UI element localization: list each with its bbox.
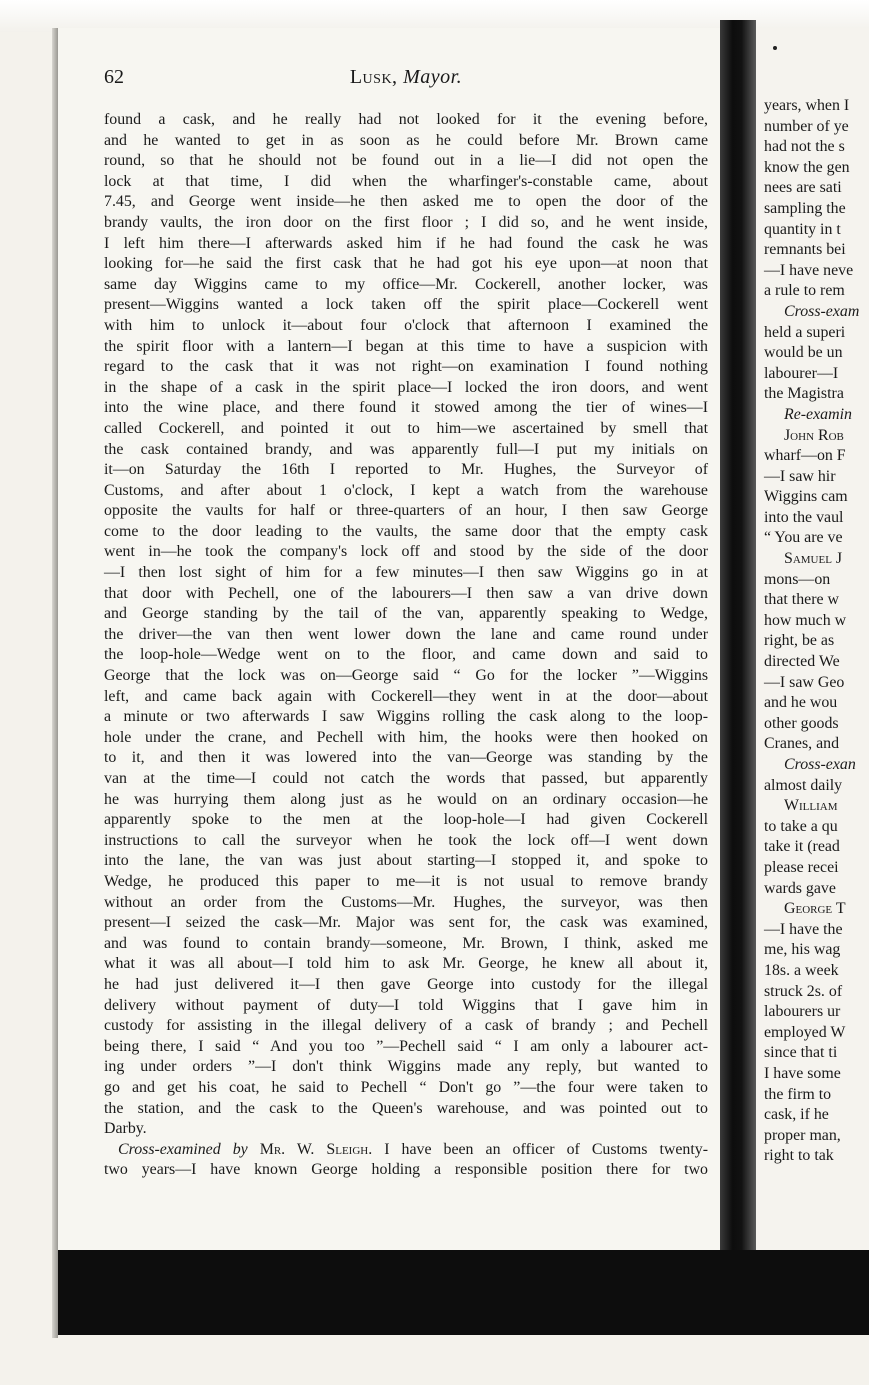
right-line: Samuel J [784,550,843,568]
text-line: George that the lock was on—George said “ Go for the locker ”—Wiggins [104,667,708,685]
right-line: proper man, [764,1126,841,1144]
text-line: with him to unlock it—about four o'clock that afternoon I examined the [104,316,708,334]
right-line: almost daily [764,776,843,794]
right-line: nees are sati [764,179,842,197]
right-line: a rule to rem [764,282,845,300]
text-line: ing under orders ”—I don't think Wiggins made any reply, but wanted to [104,1058,708,1076]
text-line: present—I seized the cask—Mr. Major was sent for, the cask was examined, [104,914,708,932]
book-gutter [720,20,756,1255]
text-line: 7.45, and George went inside—he then asked me to open the door of the [104,193,708,211]
right-line: struck 2s. of [764,982,843,1000]
text-line: apparently spoke to the men at the loop-hole—I had given Cockerell [104,811,708,829]
right-line: how much w [764,611,847,629]
right-line: the Magistra [764,385,844,403]
testimony-text [104,110,708,1181]
text-line: the loop-hole—Wedge went on to the floor, and came down and said to [104,646,708,664]
text-line: the station, and the cask to the Queen's warehouse, and was pointed out to [104,1099,708,1117]
text-line: looking for—he said the first cask that he had got his eye upon—at noon that [104,255,708,273]
text-line: and he wanted to get in as soon as he could before Mr. Brown came [104,131,708,149]
text-line: went in—he took the company's lock off and stood by the side of the door [104,543,708,561]
text-line: left, and came back again with Cockerell—they went in at the door—about [104,687,708,705]
right-line-italic: Re-examin [784,405,852,423]
right-line: and he wou [764,694,838,712]
right-line: labourer—I [764,364,839,382]
text-line: he had just delivered it—I then gave George into custody for the illegal [104,975,708,993]
right-line: remnants bei [764,241,846,259]
right-line: mons—on [764,570,831,588]
right-line: —I have the [764,920,843,938]
text-line: found a cask, and he really had not looked for it the evening before, [104,111,708,128]
text-line: he was hurrying them along just as he would on an ordinary occasion—he [104,790,708,808]
text-line: custody for assisting in the illegal delivery of a cask of brandy ; and Pechell [104,1017,708,1035]
right-line [764,302,869,323]
right-line: right, be as [764,632,835,650]
right-line: employed W [764,1023,846,1041]
text-line: in the shape of a cask in the spirit place—I locked the iron doors, and went [104,378,708,396]
right-line: to take a qu [764,817,838,835]
text-line: the driver—the van then went lower down the lane and came round under [104,625,708,643]
text-line: regard to the cask that it was not right—on examination I found nothing [104,358,708,376]
text-line: brandy vaults, the iron door on the first floor ; I did so, and he went inside, [104,213,708,231]
text-line: the spirit floor with a lantern—I began at this time to have a suspicion with [104,337,708,355]
page-number: 62 [104,66,124,88]
right-line: years, when I [764,97,850,114]
right-page-text [764,96,869,1167]
right-line-italic: Cross-exam [784,302,860,320]
right-line: —I saw hir [764,467,836,485]
right-line: George T [784,900,846,918]
text-line: to it, and then it was lowered into the van—George was standing by the [104,749,708,767]
scan-bottom-shadow [58,1250,869,1335]
text-line: delivery without payment of duty—I told Wiggins that I gave him in [104,996,708,1014]
text-line: same day Wiggins came to my office—Mr. Cockerell, another locker, was [104,275,708,293]
right-line: William [784,797,838,815]
text-line: the cask contained brandy, and was apparently full—I put my initials on [104,440,708,458]
right-line: right to tak [764,1147,834,1165]
right-line: quantity in t [764,220,841,238]
right-line: wharf—on F [764,447,846,465]
cross-examination-line [104,1140,708,1161]
right-line-italic: Cross-exan [784,756,856,773]
text-line: what it was all about—I told him to ask Mr. George, he knew all about it, [104,955,708,973]
right-line: had not the s [764,138,845,156]
right-line: John Rob [784,426,844,444]
text-line: without an order from the Customs—Mr. Hughes, the surveyor, was then [104,893,708,911]
right-line [764,405,869,426]
counsel-name: Mr. W. Sleigh. [259,1140,373,1158]
text-line: opposite the vaults for half or three-quarters of an hour, I then saw George [104,502,708,520]
right-line: 18s. a week [764,961,839,979]
right-line: sampling the [764,199,846,217]
right-line: directed We [764,653,840,671]
right-line: held a superi [764,323,846,341]
running-head [104,66,708,89]
text-line: I left him there—I afterwards asked him if he had found the cask he was [104,234,708,252]
right-line: take it (read [764,838,840,856]
text-line: go and get his coat, he said to Pechell “ Don't go ”—the four were taken to [104,1078,708,1096]
text-line: and George standing by the tail of the van, apparently speaking to Wedge, [104,605,708,623]
right-line [764,755,869,776]
text-line: into the lane, the van was just about starting—I stopped it, and spoke to [104,852,708,870]
text-line: two years—I have known George holding a responsible position there for two [104,1161,708,1179]
cross-examined-label: Cross-examined by [118,1140,248,1158]
text-line: that door with Pechell, one of the labourers—I then saw a van drive down [104,584,708,602]
right-line: I have some [764,1064,841,1082]
text-line: van at the time—I could not catch the words that passed, but apparently [104,770,708,787]
text-line: and was found to contain brandy—someone, Mr. Brown, I think, asked me [104,934,708,952]
right-line: number of ye [764,117,849,135]
right-line: that there w [764,591,840,609]
running-head-name: Lusk, [349,66,398,88]
text-line: into the wine place, and there found it stowed among the tier of wines—I [104,399,708,417]
right-line: labourers ur [764,1003,841,1021]
ink-mark [773,46,777,50]
right-line: —I saw Geo [764,673,845,691]
text-line: come to the door leading to the vaults, the same door that the empty cask [104,522,708,540]
right-line: since that ti [764,1044,838,1062]
right-line: “ You are ve [764,529,843,547]
text-line: Customs, and after about 1 o'clock, I kept a watch from the warehouse [104,481,708,499]
text-line: instructions to call the surveyor when he took the lock off—I went down [104,831,708,849]
right-line: Cranes, and [764,735,840,753]
right-line: please recei [764,858,839,876]
text-line: present—Wiggins wanted a lock taken off the spirit place—Cockerell went [104,296,708,314]
right-line: wards gave [764,879,836,897]
right-line: Wiggins cam [764,488,848,506]
text-line: called Cockerell, and pointed it out to him—we ascertained by smell that [104,419,708,437]
text-line: Wedge, he produced this paper to me—it is not usual to remove brandy [104,872,708,890]
text-line: it—on Saturday the 16th I reported to Mr. Hughes, the Surveyor of [104,461,708,479]
right-line: —I have neve [764,261,854,279]
text-line: round, so that he should not be found out in a lie—I did not open the [104,152,708,170]
right-line: other goods [764,714,839,732]
right-line: cask, if he [764,1106,829,1124]
right-line: the firm to [764,1085,832,1103]
text-line: Darby. [104,1120,147,1138]
running-head-title: Mayor. [403,66,463,88]
right-line: know the gen [764,158,850,176]
text-line: a minute or two afterwards I saw Wiggins rolling the cask along to the loop- [104,708,708,726]
text-line: hole under the crane, and Pechell with him, the hooks were then hooked on [104,728,708,746]
page-header [104,66,708,96]
right-line: me, his wag [764,941,841,959]
text-line: —I then lost sight of him for a few minutes—I then saw Wiggins go in at [104,564,708,582]
right-line: into the vaul [764,508,844,526]
text-line: lock at that time, I did when the wharfinger's-constable came, about [104,172,708,190]
text-line: being there, I said “ And you too ”—Pechell said “ I am only a labourer act- [104,1037,708,1055]
right-line: would be un [764,344,843,362]
cross-examination-text: I have been an officer of Customs twenty- [372,1140,709,1158]
